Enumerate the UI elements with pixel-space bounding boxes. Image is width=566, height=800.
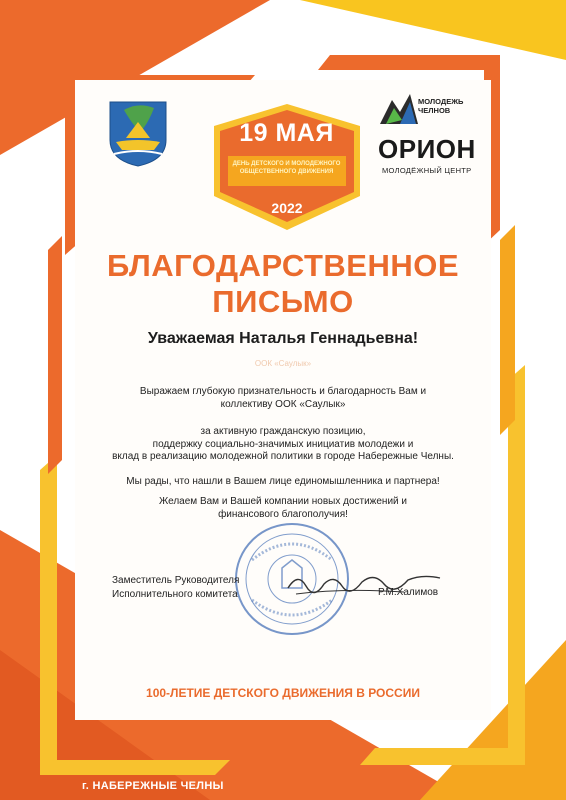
paragraph-line: поддержку социально-значимых инициатив молодежи и <box>152 438 414 450</box>
paragraph-gratitude <box>90 386 476 411</box>
paragraph-line: вклад в реализацию молодежной политики в городе Набережные Челны. <box>112 451 454 462</box>
paragraph-line: финансового благополучия! <box>218 508 348 520</box>
orion-logo-subtitle: МОЛОДЁЖНЫЙ ЦЕНТР <box>382 166 472 175</box>
city-label: г. НАБЕРЕЖНЫЕ ЧЕЛНЫ <box>82 780 224 792</box>
paragraph-line: Выражаем глубокую признательность и благодарность Вам и <box>139 386 427 397</box>
greeting: Уважаемая Наталья Геннадьевна! <box>147 330 419 347</box>
orion-logo: ОРИОН <box>378 134 476 164</box>
badge-year: 2022 <box>271 200 303 216</box>
city-coat-of-arms-icon <box>104 98 172 168</box>
organization-faint-label: ООК «Саулык» <box>254 359 312 368</box>
paragraph-line: коллективу ООК «Саулык» <box>220 398 346 410</box>
paragraph-line: Желаем Вам и Вашей компании новых достижений и <box>159 496 407 507</box>
signatory-name: Р.М.Халимов <box>378 587 439 598</box>
letter-title <box>60 248 506 320</box>
badge-event-subtitle: ДЕНЬ ДЕТСКОГО И МОЛОДЕЖНОГО ОБЩЕСТВЕННОГО ДВИЖЕНИЯ <box>232 161 341 175</box>
position-line: Исполнительного комитета <box>112 588 238 600</box>
paragraph-wishes <box>90 496 476 521</box>
title-line-2: ПИСЬМО <box>212 284 354 319</box>
badge-day: 19 МАЯ <box>239 119 334 147</box>
signatory-position <box>112 574 239 601</box>
paragraph-line: за активную гражданскую позицию, <box>200 426 366 437</box>
youth-logo-label: МОЛОДЕЖЬ ЧЕЛНОВ <box>418 97 464 115</box>
position-line: Заместитель Руководителя <box>112 575 240 586</box>
title-line-1: БЛАГОДАРСТВЕННОЕ <box>106 248 460 283</box>
paragraph-reasons <box>90 426 476 464</box>
paragraph-partner: Мы рады, что нашли в Вашем лице единомышленника и партнера! <box>126 476 440 487</box>
centennial-banner: 100-ЛЕТИЕ ДЕТСКОГО ДВИЖЕНИЯ В РОССИИ <box>146 686 420 700</box>
youth-logo-icon <box>380 94 418 124</box>
